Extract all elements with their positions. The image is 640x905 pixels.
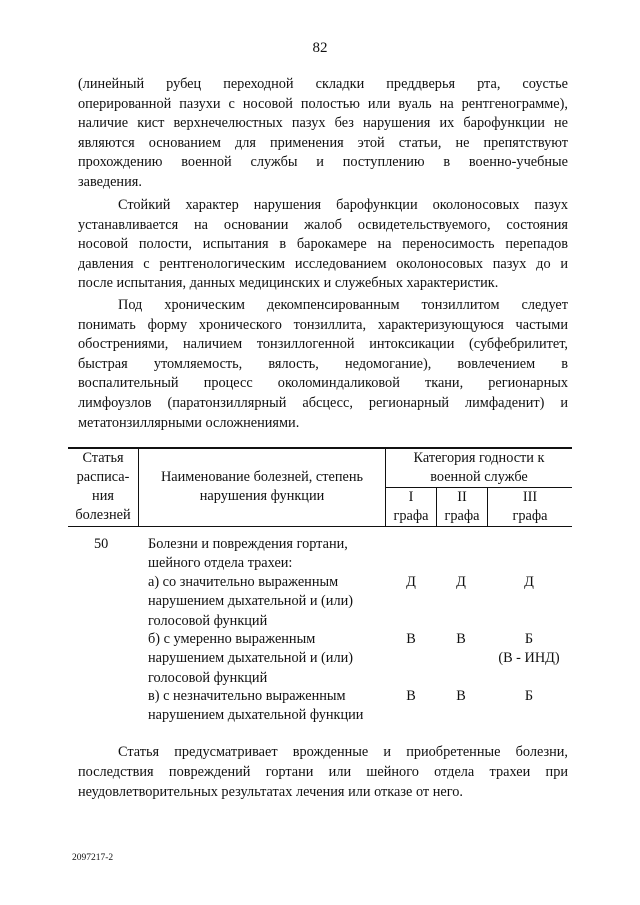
category-value: (В - ИНД) (498, 650, 560, 667)
text-line: носовой полости, испытания в барокамере на переносимость перепадов (78, 236, 568, 253)
text-line: обострениями, наличием тонзиллогенной интоксикации (субфебрилитет, (78, 336, 568, 353)
category-value: Б (524, 631, 534, 647)
header-text: графа (444, 508, 480, 524)
header-text: ния (92, 488, 114, 504)
text-line: лимфоузлов (паратонзиллярный абсцесс, регионарный лимфаденит) и (78, 394, 568, 411)
desc-line: шейного отдела трахеи: (148, 555, 293, 572)
header-text: графа (393, 508, 429, 524)
category-graph-1: В (406, 688, 416, 704)
text-line: метатонзиллярными осложнениями. (78, 414, 300, 431)
text-line: Под хроническим декомпенсированным тонзиллитом следует (118, 297, 568, 313)
text-line: являются основанием для применения этой статьи, не препятствуют (78, 134, 568, 151)
header-text: III (522, 489, 538, 505)
header-text: нарушения функции (199, 488, 325, 504)
article-number: 50 (94, 536, 109, 552)
text-line: оперированной пазухи с носовой полостью или вуаль на рентгенограмме), (78, 95, 568, 112)
category-graph-1: В (406, 631, 416, 647)
header-text: графа (512, 508, 548, 524)
text-line: (линейный рубец переходной складки преддверья рта, соустье (78, 76, 568, 92)
row-description (148, 573, 393, 631)
header-graph-3 (488, 488, 573, 527)
header-graph-1 (386, 488, 437, 527)
text-line: заведения. (78, 173, 142, 190)
header-category (386, 448, 573, 488)
paragraph-article-note (78, 742, 568, 802)
category-graph-3 (486, 630, 572, 669)
text-line: прохождению военной службы и поступлению в военно-учебные (78, 154, 568, 171)
text-line: наличие кист верхнечелюстных пазух без нарушения их барофункции не (78, 115, 568, 132)
text-line: последствия повреждений гортани или шейного отдела трахеи при (78, 764, 568, 780)
paragraph-continuation (78, 75, 568, 193)
row-description (148, 687, 393, 726)
paragraph-tonsillitis (78, 296, 568, 433)
paragraph-barofunction (78, 196, 568, 294)
header-text: военной службе (430, 469, 528, 485)
desc-line: в) с незначительно выраженным (148, 688, 346, 704)
header-graph-2 (437, 488, 488, 527)
desc-line: а) со значительно выраженным (148, 574, 339, 590)
text-line: Стойкий характер нарушения барофункции околоносовых пазух (118, 197, 568, 213)
header-text: Категория годности к (413, 450, 545, 466)
header-text: болезней (75, 507, 131, 523)
document-code: 2097217-2 (72, 853, 114, 863)
row-description (148, 630, 393, 688)
desc-line: нарушением дыхательной функции (148, 707, 364, 724)
text-line: после испытания, данных медицинских и служебных характеристик. (78, 275, 499, 292)
header-text: II (457, 489, 467, 505)
text-line: устанавливается на основании жалоб освидетельствуемого, состояния (78, 216, 568, 233)
text-line: понимать форму хронического тонзиллита, характеризующуюся частыми (78, 316, 568, 333)
header-text: Статья (82, 450, 124, 466)
page-number: 82 (312, 40, 328, 56)
text-line: воспалительный процесс околоминдаликовой ткани, регионарных (78, 375, 568, 392)
desc-line: голосовой функций (148, 612, 268, 629)
header-disease-name (139, 448, 386, 527)
category-graph-2: В (456, 688, 466, 704)
category-graph-2: В (456, 631, 466, 647)
desc-line: Болезни и повреждения гортани, (148, 536, 348, 552)
category-graph-3: Д (524, 574, 534, 590)
desc-line: б) с умеренно выраженным (148, 631, 316, 647)
text-line: Статья предусматривает врожденные и приобретенные болезни, (118, 744, 568, 760)
header-article (68, 448, 139, 527)
category-graph-2: Д (456, 574, 466, 590)
header-text: Наименование болезней, степень (160, 469, 364, 485)
row-description (148, 535, 393, 574)
text-line: давления с рентгенологическим исследованием околоносовых пазух до и (78, 255, 568, 272)
header-text: I (408, 489, 414, 505)
desc-line: нарушением дыхательной и (или) (148, 650, 354, 667)
disease-table-header (68, 447, 572, 527)
text-line: быстрая утомляемость, вялость, недомогание), вовлечением в (78, 355, 568, 372)
desc-line: нарушением дыхательной и (или) (148, 593, 354, 610)
category-graph-1: Д (406, 574, 416, 590)
header-text: расписа- (76, 469, 130, 485)
category-graph-3: Б (524, 688, 534, 704)
text-line: неудовлетворительных результатах лечения или отказе от него. (78, 784, 463, 800)
desc-line: голосовой функций (148, 669, 268, 686)
